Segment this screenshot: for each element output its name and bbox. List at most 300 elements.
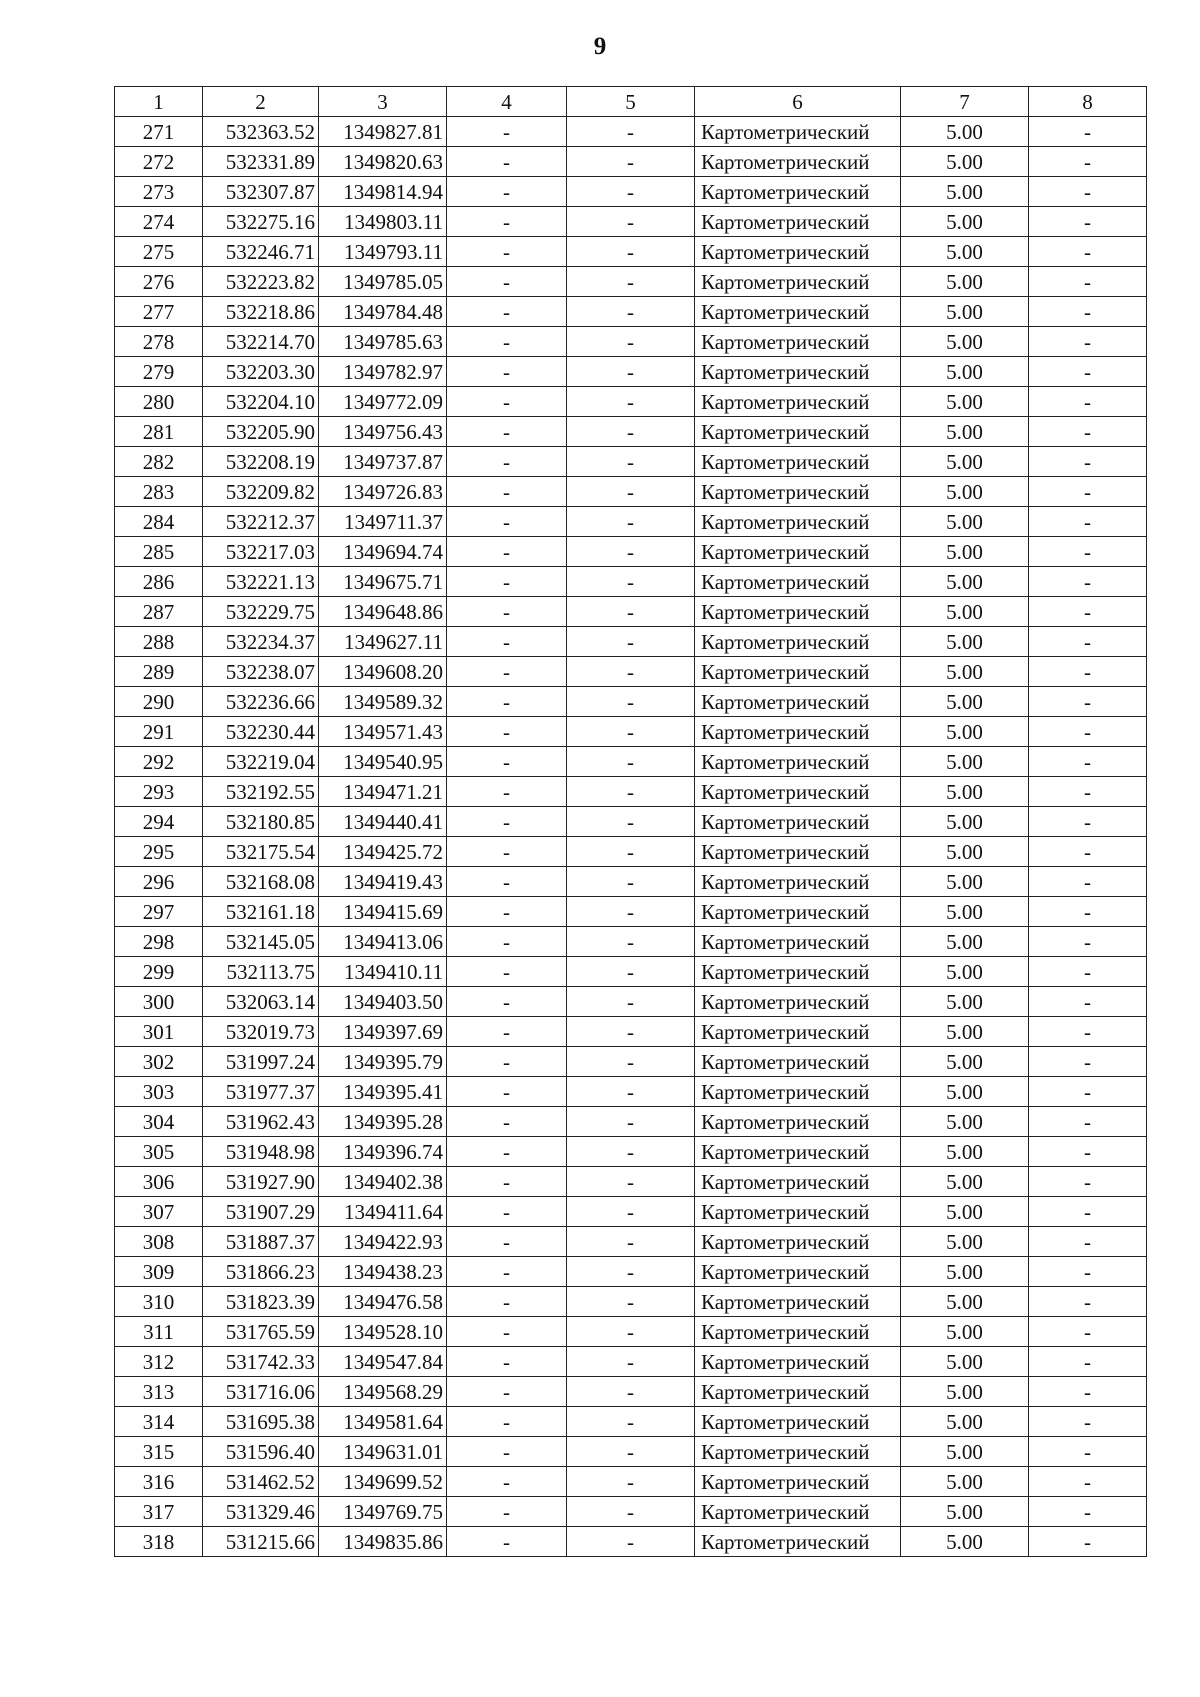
table-row — [115, 1527, 1147, 1557]
cell-col4-value: - — [447, 387, 567, 417]
cell-col4-value: - — [447, 1437, 567, 1467]
cell-point-number: 279 — [115, 357, 203, 387]
cell-x-coordinate: 531948.98 — [203, 1137, 319, 1167]
cell-accuracy: 5.00 — [901, 297, 1029, 327]
cell-accuracy: 5.00 — [901, 447, 1029, 477]
cell-method: Картометрический — [695, 237, 901, 267]
cell-col5-value: - — [567, 447, 695, 477]
cell-x-coordinate: 532145.05 — [203, 927, 319, 957]
cell-y-coordinate: 1349419.43 — [319, 867, 447, 897]
cell-x-coordinate: 531716.06 — [203, 1377, 319, 1407]
cell-col8-value: - — [1029, 1107, 1147, 1137]
cell-x-coordinate: 532238.07 — [203, 657, 319, 687]
cell-accuracy: 5.00 — [901, 507, 1029, 537]
cell-point-number: 309 — [115, 1257, 203, 1287]
cell-point-number: 299 — [115, 957, 203, 987]
cell-accuracy: 5.00 — [901, 537, 1029, 567]
cell-y-coordinate: 1349397.69 — [319, 1017, 447, 1047]
cell-x-coordinate: 532208.19 — [203, 447, 319, 477]
cell-accuracy: 5.00 — [901, 147, 1029, 177]
cell-col8-value: - — [1029, 987, 1147, 1017]
table-row — [115, 117, 1147, 147]
cell-method: Картометрический — [695, 1377, 901, 1407]
cell-accuracy: 5.00 — [901, 387, 1029, 417]
cell-col8-value: - — [1029, 207, 1147, 237]
cell-point-number: 311 — [115, 1317, 203, 1347]
table-row — [115, 927, 1147, 957]
cell-col4-value: - — [447, 567, 567, 597]
cell-col8-value: - — [1029, 657, 1147, 687]
cell-method: Картометрический — [695, 357, 901, 387]
cell-method: Картометрический — [695, 717, 901, 747]
page-number: 9 — [593, 33, 607, 60]
table-row — [115, 147, 1147, 177]
cell-col4-value: - — [447, 657, 567, 687]
cell-col5-value: - — [567, 1167, 695, 1197]
cell-accuracy: 5.00 — [901, 777, 1029, 807]
cell-x-coordinate: 532113.75 — [203, 957, 319, 987]
cell-method: Картометрический — [695, 747, 901, 777]
cell-col4-value: - — [447, 1197, 567, 1227]
cell-point-number: 304 — [115, 1107, 203, 1137]
cell-y-coordinate: 1349422.93 — [319, 1227, 447, 1257]
cell-col5-value: - — [567, 1497, 695, 1527]
cell-col8-value: - — [1029, 1287, 1147, 1317]
cell-method: Картометрический — [695, 1167, 901, 1197]
cell-col4-value: - — [447, 597, 567, 627]
cell-accuracy: 5.00 — [901, 1287, 1029, 1317]
cell-method: Картометрический — [695, 777, 901, 807]
cell-accuracy: 5.00 — [901, 717, 1029, 747]
cell-point-number: 291 — [115, 717, 203, 747]
cell-col8-value: - — [1029, 147, 1147, 177]
cell-col5-value: - — [567, 747, 695, 777]
table-row — [115, 1347, 1147, 1377]
cell-col4-value: - — [447, 1227, 567, 1257]
table-row — [115, 1287, 1147, 1317]
cell-col8-value: - — [1029, 477, 1147, 507]
cell-col8-value: - — [1029, 357, 1147, 387]
cell-y-coordinate: 1349631.01 — [319, 1437, 447, 1467]
cell-method: Картометрический — [695, 1437, 901, 1467]
cell-x-coordinate: 531823.39 — [203, 1287, 319, 1317]
cell-method: Картометрический — [695, 1077, 901, 1107]
cell-col8-value: - — [1029, 717, 1147, 747]
cell-col4-value: - — [447, 207, 567, 237]
cell-col8-value: - — [1029, 537, 1147, 567]
cell-x-coordinate: 532236.66 — [203, 687, 319, 717]
cell-col5-value: - — [567, 927, 695, 957]
cell-method: Картометрический — [695, 267, 901, 297]
cell-x-coordinate: 532246.71 — [203, 237, 319, 267]
table-row — [115, 657, 1147, 687]
cell-col8-value: - — [1029, 1017, 1147, 1047]
cell-col8-value: - — [1029, 837, 1147, 867]
cell-x-coordinate: 532205.90 — [203, 417, 319, 447]
cell-x-coordinate: 532223.82 — [203, 267, 319, 297]
table-row — [115, 687, 1147, 717]
cell-method: Картометрический — [695, 1527, 901, 1557]
cell-y-coordinate: 1349782.97 — [319, 357, 447, 387]
cell-col5-value: - — [567, 597, 695, 627]
cell-col4-value: - — [447, 747, 567, 777]
cell-method: Картометрический — [695, 927, 901, 957]
cell-col5-value: - — [567, 507, 695, 537]
cell-col4-value: - — [447, 1527, 567, 1557]
cell-point-number: 282 — [115, 447, 203, 477]
table-row — [115, 507, 1147, 537]
cell-col8-value: - — [1029, 447, 1147, 477]
cell-col5-value: - — [567, 807, 695, 837]
cell-col8-value: - — [1029, 897, 1147, 927]
table-row — [115, 1077, 1147, 1107]
cell-col8-value: - — [1029, 327, 1147, 357]
cell-y-coordinate: 1349403.50 — [319, 987, 447, 1017]
cell-y-coordinate: 1349648.86 — [319, 597, 447, 627]
cell-method: Картометрический — [695, 687, 901, 717]
cell-y-coordinate: 1349814.94 — [319, 177, 447, 207]
cell-col4-value: - — [447, 1047, 567, 1077]
cell-accuracy: 5.00 — [901, 927, 1029, 957]
cell-col5-value: - — [567, 477, 695, 507]
cell-col8-value: - — [1029, 1437, 1147, 1467]
cell-y-coordinate: 1349471.21 — [319, 777, 447, 807]
cell-col8-value: - — [1029, 1467, 1147, 1497]
cell-point-number: 294 — [115, 807, 203, 837]
cell-accuracy: 5.00 — [901, 657, 1029, 687]
cell-col4-value: - — [447, 447, 567, 477]
cell-method: Картометрический — [695, 837, 901, 867]
cell-col5-value: - — [567, 987, 695, 1017]
cell-y-coordinate: 1349395.79 — [319, 1047, 447, 1077]
coordinates-table — [114, 86, 1147, 1557]
cell-accuracy: 5.00 — [901, 237, 1029, 267]
cell-col5-value: - — [567, 207, 695, 237]
cell-x-coordinate: 532192.55 — [203, 777, 319, 807]
table-row — [115, 1227, 1147, 1257]
cell-col5-value: - — [567, 1137, 695, 1167]
cell-x-coordinate: 532204.10 — [203, 387, 319, 417]
table-row — [115, 837, 1147, 867]
cell-col4-value: - — [447, 1317, 567, 1347]
table-row — [115, 357, 1147, 387]
cell-point-number: 314 — [115, 1407, 203, 1437]
cell-x-coordinate: 531997.24 — [203, 1047, 319, 1077]
cell-point-number: 303 — [115, 1077, 203, 1107]
cell-point-number: 281 — [115, 417, 203, 447]
table-row — [115, 1467, 1147, 1497]
cell-y-coordinate: 1349835.86 — [319, 1527, 447, 1557]
cell-x-coordinate: 532307.87 — [203, 177, 319, 207]
table-row — [115, 1017, 1147, 1047]
cell-col5-value: - — [567, 897, 695, 927]
cell-point-number: 277 — [115, 297, 203, 327]
cell-col4-value: - — [447, 297, 567, 327]
cell-col8-value: - — [1029, 1167, 1147, 1197]
cell-method: Картометрический — [695, 1287, 901, 1317]
cell-accuracy: 5.00 — [901, 627, 1029, 657]
cell-point-number: 285 — [115, 537, 203, 567]
cell-col8-value: - — [1029, 117, 1147, 147]
cell-col4-value: - — [447, 357, 567, 387]
table-row — [115, 1047, 1147, 1077]
cell-y-coordinate: 1349540.95 — [319, 747, 447, 777]
cell-accuracy: 5.00 — [901, 867, 1029, 897]
cell-x-coordinate: 532063.14 — [203, 987, 319, 1017]
cell-col8-value: - — [1029, 1257, 1147, 1287]
cell-method: Картометрический — [695, 1407, 901, 1437]
cell-method: Картометрический — [695, 1047, 901, 1077]
cell-y-coordinate: 1349827.81 — [319, 117, 447, 147]
cell-col5-value: - — [567, 297, 695, 327]
cell-x-coordinate: 531887.37 — [203, 1227, 319, 1257]
cell-accuracy: 5.00 — [901, 207, 1029, 237]
cell-x-coordinate: 532363.52 — [203, 117, 319, 147]
cell-method: Картометрический — [695, 1497, 901, 1527]
cell-col4-value: - — [447, 717, 567, 747]
cell-col5-value: - — [567, 1467, 695, 1497]
cell-col4-value: - — [447, 927, 567, 957]
cell-point-number: 316 — [115, 1467, 203, 1497]
cell-col5-value: - — [567, 267, 695, 297]
cell-col5-value: - — [567, 687, 695, 717]
cell-col5-value: - — [567, 357, 695, 387]
cell-y-coordinate: 1349411.64 — [319, 1197, 447, 1227]
table-row — [115, 1437, 1147, 1467]
cell-y-coordinate: 1349438.23 — [319, 1257, 447, 1287]
cell-col8-value: - — [1029, 1407, 1147, 1437]
cell-col4-value: - — [447, 1467, 567, 1497]
cell-col4-value: - — [447, 1167, 567, 1197]
cell-col5-value: - — [567, 657, 695, 687]
cell-y-coordinate: 1349395.28 — [319, 1107, 447, 1137]
cell-col8-value: - — [1029, 1137, 1147, 1167]
cell-col5-value: - — [567, 777, 695, 807]
cell-method: Картометрический — [695, 807, 901, 837]
cell-point-number: 312 — [115, 1347, 203, 1377]
cell-col4-value: - — [447, 897, 567, 927]
cell-accuracy: 5.00 — [901, 747, 1029, 777]
table-row — [115, 717, 1147, 747]
cell-y-coordinate: 1349737.87 — [319, 447, 447, 477]
table-body — [115, 87, 1147, 1557]
cell-col4-value: - — [447, 807, 567, 837]
cell-point-number: 284 — [115, 507, 203, 537]
cell-point-number: 313 — [115, 1377, 203, 1407]
cell-point-number: 295 — [115, 837, 203, 867]
cell-accuracy: 5.00 — [901, 1467, 1029, 1497]
table-row — [115, 627, 1147, 657]
cell-col8-value: - — [1029, 927, 1147, 957]
cell-col4-value: - — [447, 417, 567, 447]
cell-col5-value: - — [567, 1077, 695, 1107]
cell-method: Картометрический — [695, 207, 901, 237]
cell-y-coordinate: 1349476.58 — [319, 1287, 447, 1317]
cell-col4-value: - — [447, 1287, 567, 1317]
cell-x-coordinate: 532175.54 — [203, 837, 319, 867]
cell-col5-value: - — [567, 237, 695, 267]
cell-col8-value: - — [1029, 1047, 1147, 1077]
table-row — [115, 1377, 1147, 1407]
cell-accuracy: 5.00 — [901, 987, 1029, 1017]
cell-method: Картометрический — [695, 1017, 901, 1047]
cell-col5-value: - — [567, 417, 695, 447]
cell-col4-value: - — [447, 1497, 567, 1527]
cell-col5-value: - — [567, 1377, 695, 1407]
cell-y-coordinate: 1349785.63 — [319, 327, 447, 357]
cell-col8-value: - — [1029, 747, 1147, 777]
cell-method: Картометрический — [695, 537, 901, 567]
cell-accuracy: 5.00 — [901, 477, 1029, 507]
cell-method: Картометрический — [695, 117, 901, 147]
cell-point-number: 289 — [115, 657, 203, 687]
cell-col5-value: - — [567, 837, 695, 867]
cell-col5-value: - — [567, 117, 695, 147]
table-row — [115, 537, 1147, 567]
cell-accuracy: 5.00 — [901, 1437, 1029, 1467]
cell-method: Картометрический — [695, 417, 901, 447]
table-row — [115, 237, 1147, 267]
cell-method: Картометрический — [695, 597, 901, 627]
cell-accuracy: 5.00 — [901, 1227, 1029, 1257]
cell-y-coordinate: 1349820.63 — [319, 147, 447, 177]
cell-y-coordinate: 1349440.41 — [319, 807, 447, 837]
cell-col4-value: - — [447, 117, 567, 147]
cell-y-coordinate: 1349694.74 — [319, 537, 447, 567]
cell-x-coordinate: 531596.40 — [203, 1437, 319, 1467]
cell-x-coordinate: 531927.90 — [203, 1167, 319, 1197]
table-row — [115, 747, 1147, 777]
cell-x-coordinate: 532180.85 — [203, 807, 319, 837]
cell-x-coordinate: 531962.43 — [203, 1107, 319, 1137]
cell-col5-value: - — [567, 1317, 695, 1347]
cell-y-coordinate: 1349568.29 — [319, 1377, 447, 1407]
cell-col4-value: - — [447, 1347, 567, 1377]
header-cell-8: 8 — [1029, 87, 1147, 117]
cell-col4-value: - — [447, 837, 567, 867]
cell-x-coordinate: 531907.29 — [203, 1197, 319, 1227]
cell-col4-value: - — [447, 777, 567, 807]
cell-point-number: 292 — [115, 747, 203, 777]
cell-method: Картометрический — [695, 567, 901, 597]
cell-col5-value: - — [567, 1257, 695, 1287]
cell-method: Картометрический — [695, 297, 901, 327]
cell-x-coordinate: 532161.18 — [203, 897, 319, 927]
cell-point-number: 305 — [115, 1137, 203, 1167]
table-row — [115, 567, 1147, 597]
cell-accuracy: 5.00 — [901, 177, 1029, 207]
cell-col8-value: - — [1029, 387, 1147, 417]
cell-col5-value: - — [567, 1287, 695, 1317]
table-row — [115, 957, 1147, 987]
cell-accuracy: 5.00 — [901, 1407, 1029, 1437]
cell-col8-value: - — [1029, 1077, 1147, 1107]
cell-method: Картометрический — [695, 1107, 901, 1137]
cell-col8-value: - — [1029, 1377, 1147, 1407]
cell-accuracy: 5.00 — [901, 1347, 1029, 1377]
cell-col8-value: - — [1029, 957, 1147, 987]
cell-point-number: 272 — [115, 147, 203, 177]
table-row — [115, 867, 1147, 897]
cell-point-number: 308 — [115, 1227, 203, 1257]
cell-col8-value: - — [1029, 627, 1147, 657]
cell-method: Картометрический — [695, 1467, 901, 1497]
cell-x-coordinate: 532218.86 — [203, 297, 319, 327]
cell-x-coordinate: 532217.03 — [203, 537, 319, 567]
cell-x-coordinate: 532221.13 — [203, 567, 319, 597]
header-cell-5: 5 — [567, 87, 695, 117]
cell-method: Картометрический — [695, 657, 901, 687]
cell-col8-value: - — [1029, 1497, 1147, 1527]
cell-point-number: 317 — [115, 1497, 203, 1527]
table-row — [115, 297, 1147, 327]
cell-method: Картометрический — [695, 147, 901, 177]
cell-accuracy: 5.00 — [901, 1167, 1029, 1197]
cell-x-coordinate: 532230.44 — [203, 717, 319, 747]
cell-col4-value: - — [447, 1107, 567, 1137]
cell-col8-value: - — [1029, 807, 1147, 837]
cell-method: Картометрический — [695, 1227, 901, 1257]
header-cell-7: 7 — [901, 87, 1029, 117]
cell-x-coordinate: 532203.30 — [203, 357, 319, 387]
cell-point-number: 301 — [115, 1017, 203, 1047]
cell-col5-value: - — [567, 537, 695, 567]
cell-accuracy: 5.00 — [901, 1137, 1029, 1167]
cell-point-number: 290 — [115, 687, 203, 717]
cell-accuracy: 5.00 — [901, 1377, 1029, 1407]
table-row — [115, 1257, 1147, 1287]
cell-col5-value: - — [567, 957, 695, 987]
cell-col4-value: - — [447, 147, 567, 177]
cell-col8-value: - — [1029, 507, 1147, 537]
header-cell-2: 2 — [203, 87, 319, 117]
cell-point-number: 298 — [115, 927, 203, 957]
cell-x-coordinate: 532219.04 — [203, 747, 319, 777]
cell-point-number: 296 — [115, 867, 203, 897]
cell-x-coordinate: 531765.59 — [203, 1317, 319, 1347]
cell-col4-value: - — [447, 267, 567, 297]
table-row — [115, 807, 1147, 837]
cell-col5-value: - — [567, 1047, 695, 1077]
cell-point-number: 274 — [115, 207, 203, 237]
cell-col5-value: - — [567, 177, 695, 207]
cell-col8-value: - — [1029, 777, 1147, 807]
cell-x-coordinate: 532275.16 — [203, 207, 319, 237]
cell-col4-value: - — [447, 1407, 567, 1437]
cell-y-coordinate: 1349413.06 — [319, 927, 447, 957]
cell-y-coordinate: 1349547.84 — [319, 1347, 447, 1377]
cell-y-coordinate: 1349772.09 — [319, 387, 447, 417]
cell-col8-value: - — [1029, 867, 1147, 897]
cell-col4-value: - — [447, 627, 567, 657]
cell-x-coordinate: 531866.23 — [203, 1257, 319, 1287]
table-row — [115, 1137, 1147, 1167]
cell-y-coordinate: 1349699.52 — [319, 1467, 447, 1497]
cell-method: Картометрический — [695, 1347, 901, 1377]
table-row — [115, 897, 1147, 927]
header-cell-4: 4 — [447, 87, 567, 117]
cell-method: Картометрический — [695, 627, 901, 657]
cell-method: Картометрический — [695, 1197, 901, 1227]
cell-accuracy: 5.00 — [901, 837, 1029, 867]
cell-point-number: 276 — [115, 267, 203, 297]
cell-col4-value: - — [447, 987, 567, 1017]
cell-col5-value: - — [567, 1197, 695, 1227]
cell-col8-value: - — [1029, 597, 1147, 627]
cell-y-coordinate: 1349415.69 — [319, 897, 447, 927]
cell-y-coordinate: 1349675.71 — [319, 567, 447, 597]
cell-method: Картометрический — [695, 897, 901, 927]
